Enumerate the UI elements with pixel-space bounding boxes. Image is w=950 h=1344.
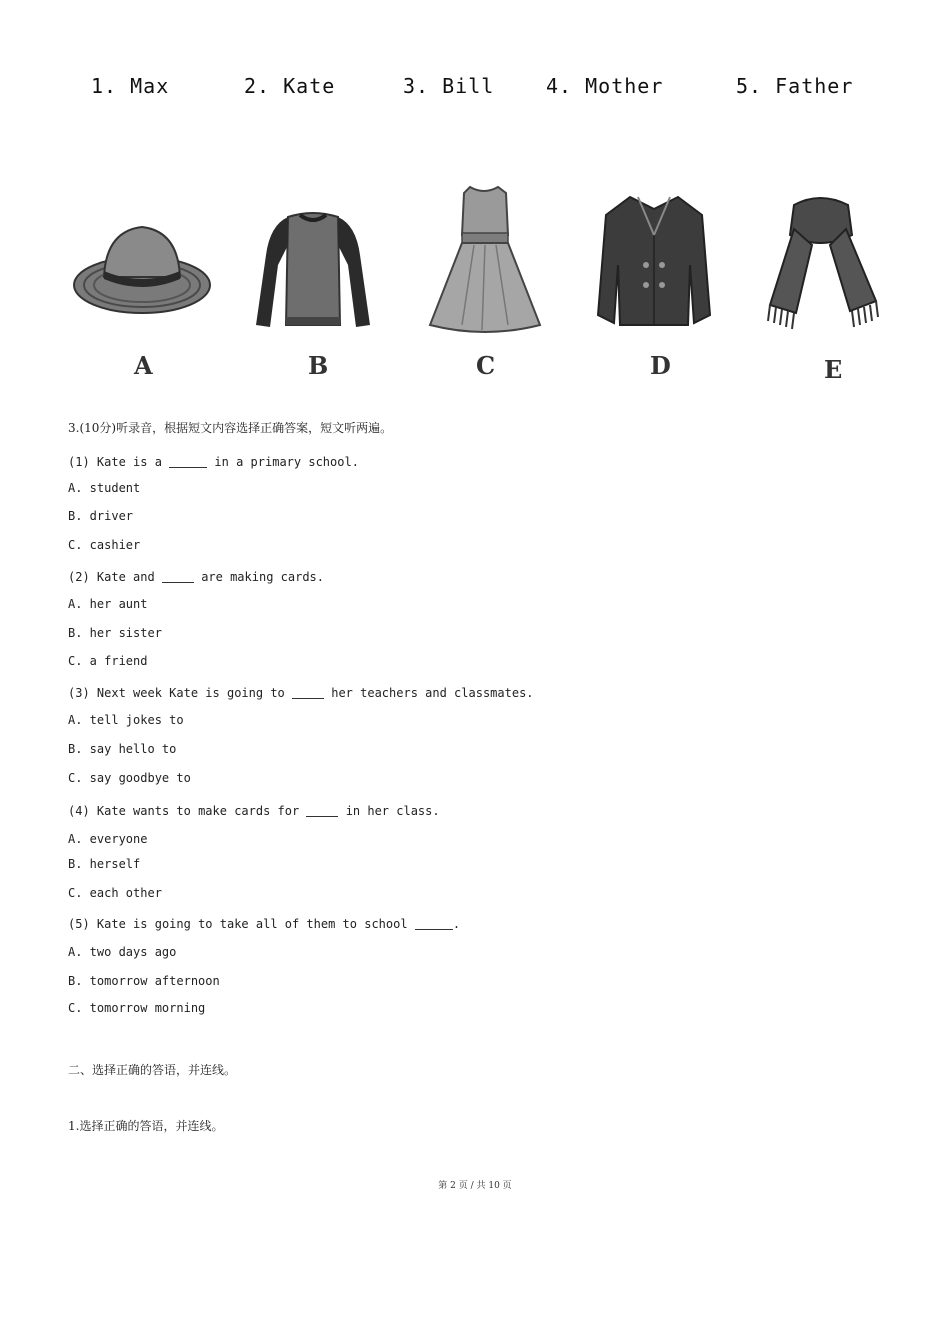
- option: B. tomorrow afternoon: [68, 974, 220, 988]
- option: B. driver: [68, 509, 134, 523]
- name-bill: 3. Bill: [403, 74, 495, 98]
- question-2: (2) Kate and are making cards.: [68, 570, 325, 584]
- answer-blank: [292, 687, 324, 699]
- dress-icon: [422, 175, 552, 345]
- page-footer: 第 2 页 / 共 10 页: [438, 1181, 512, 1191]
- picture-d: [590, 175, 720, 385]
- picture-e: [756, 175, 886, 385]
- sweater-icon: [248, 175, 378, 345]
- picture-letter: A: [134, 351, 153, 380]
- option: C. a friend: [68, 654, 148, 668]
- picture-b: [248, 175, 378, 385]
- option: C. cashier: [68, 538, 141, 552]
- hat-icon: [62, 175, 222, 335]
- answer-blank: [306, 805, 338, 817]
- option: A. everyone: [68, 832, 148, 846]
- answer-blank: [162, 571, 194, 583]
- option: C. each other: [68, 886, 162, 900]
- option: B. her sister: [68, 626, 162, 640]
- option: A. two days ago: [68, 945, 177, 959]
- option: A. tell jokes to: [68, 713, 184, 727]
- jacket-icon: [590, 175, 720, 345]
- picture-c: [422, 175, 552, 385]
- question-4: (4) Kate wants to make cards for in her class.: [68, 804, 440, 818]
- option: A. her aunt: [68, 597, 148, 611]
- section3-heading: 3.(10分)听录音，根据短文内容选择正确答案，短文听两遍。: [68, 421, 393, 435]
- name-father: 5. Father: [736, 74, 854, 98]
- question-5: (5) Kate is going to take all of them to school .: [68, 917, 461, 931]
- picture-letter: D: [650, 351, 671, 380]
- option: C. tomorrow morning: [68, 1001, 206, 1015]
- picture-letter: E: [824, 355, 843, 384]
- name-mother: 4. Mother: [546, 74, 664, 98]
- option: B. say hello to: [68, 742, 177, 756]
- picture-letter: C: [476, 351, 496, 380]
- question-3: (3) Next week Kate is going to her teachers and classmates.: [68, 686, 534, 700]
- picture-a: [62, 175, 222, 385]
- option: A. student: [68, 481, 141, 495]
- picture-letter: B: [308, 351, 329, 380]
- names-row: [0, 74, 950, 104]
- answer-blank: [415, 918, 453, 930]
- name-max: 1. Max: [91, 74, 170, 98]
- option: C. say goodbye to: [68, 771, 191, 785]
- option: B. herself: [68, 857, 141, 871]
- name-kate: 2. Kate: [244, 74, 336, 98]
- part2-item: 1.选择正确的答语，并连线。: [68, 1119, 224, 1133]
- answer-blank: [169, 456, 207, 468]
- scarf-icon: [756, 175, 886, 355]
- part2-heading: 二、选择正确的答语，并连线。: [68, 1063, 237, 1077]
- clothing-pictures: [62, 175, 892, 390]
- question-1: (1) Kate is a in a primary school.: [68, 455, 359, 469]
